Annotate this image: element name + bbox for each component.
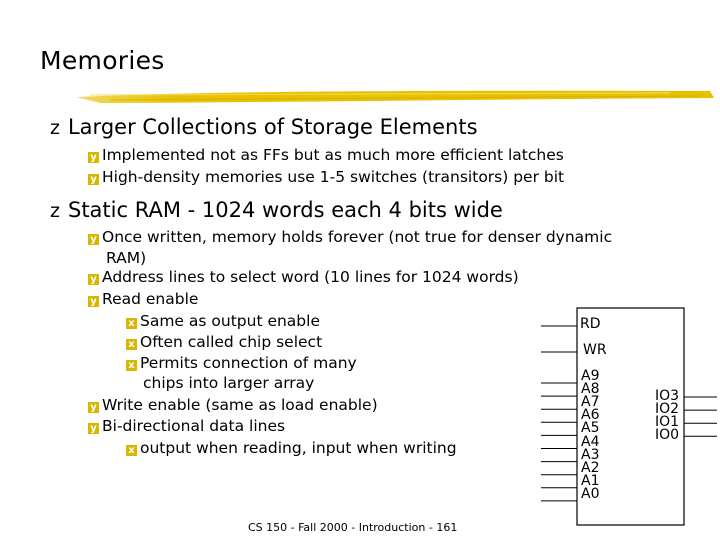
sub-bullet-text: Write enable (same as load enable) — [102, 396, 378, 414]
bullet-y-icon: y — [88, 402, 99, 413]
pin-label-a9: A9 — [581, 368, 600, 384]
subsub-bullet-text: Same as output enable — [140, 312, 320, 330]
pin-label-io3: IO3 — [655, 388, 680, 404]
bullet-text: Static RAM - 1024 words each 4 bits wide — [67, 198, 503, 222]
sub-bullet-text: Bi-directional data lines — [102, 417, 286, 435]
sub-bullet-text: High-density memories use 1-5 switches (transitors) per bit — [102, 168, 565, 186]
sub-bullet-text: Read enable — [102, 290, 199, 308]
bullet-x-icon: x — [126, 445, 137, 456]
pin-label-a3: A3 — [581, 446, 600, 463]
bullet-z-icon: z — [50, 117, 60, 139]
sub-bullet-text: Implemented not as FFs but as much more efficient latches — [102, 146, 564, 164]
pin-label-io2: IO2 — [655, 401, 680, 418]
bullet-x-icon: x — [126, 318, 137, 329]
subsub-bullet-permits-cont: chips into larger array — [143, 374, 315, 392]
bullet-z-icon: z — [50, 200, 60, 222]
bullet-y-icon: y — [88, 234, 99, 245]
pin-label-a2: A2 — [581, 459, 600, 476]
pin-label-a6: A6 — [581, 407, 600, 424]
pin-label-a8: A8 — [581, 381, 600, 398]
bullet-x-icon: x — [126, 360, 137, 371]
bullet-x-icon: x — [126, 339, 137, 350]
subsub-bullet-text: Permits connection of many — [140, 354, 357, 372]
pin-label-rd: RD — [580, 316, 601, 332]
sub-bullet-once-written-cont: RAM) — [106, 249, 147, 267]
bullet-y-icon: y — [88, 174, 99, 185]
slide-title: Memories — [40, 46, 165, 75]
subsub-bullet-text: output when reading, input when writing — [140, 439, 457, 457]
pin-label-a5: A5 — [581, 420, 600, 437]
pin-label-io0: IO0 — [655, 427, 680, 444]
pin-label-a7: A7 — [581, 394, 600, 411]
bullet-y-icon: y — [88, 274, 99, 285]
pin-label-a1: A1 — [581, 472, 600, 489]
pin-label-a4: A4 — [581, 433, 600, 450]
bullet-y-icon: y — [88, 152, 99, 163]
pin-label-a0: A0 — [581, 485, 600, 502]
slide-footer: CS 150 - Fall 2000 - Introduction - 161 — [248, 521, 458, 534]
pin-label-io1: IO1 — [655, 414, 680, 431]
sub-bullet-text: Address lines to select word (10 lines for 1024 words) — [102, 268, 519, 286]
bullet-y-icon: y — [88, 423, 99, 434]
pin-label-wr: WR — [583, 342, 607, 358]
sub-bullet-text: Once written, memory holds forever (not true for denser dynamic — [102, 228, 613, 246]
bullet-y-icon: y — [88, 296, 99, 307]
bullet-text: Larger Collections of Storage Elements — [67, 115, 478, 139]
subsub-bullet-text: Often called chip select — [140, 333, 323, 351]
